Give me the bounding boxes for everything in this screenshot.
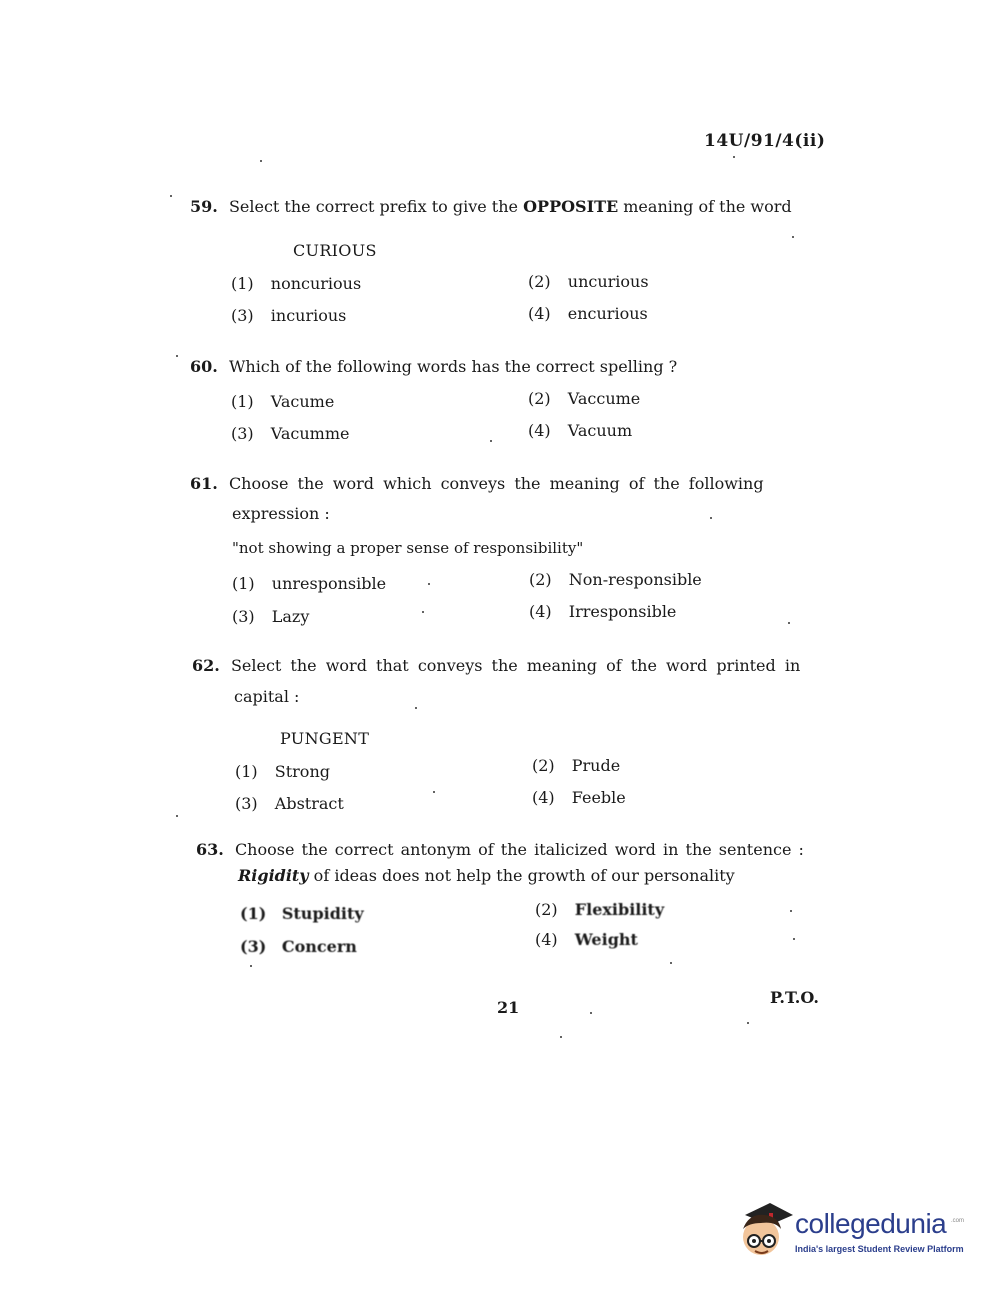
option-number: (3) [235, 794, 258, 813]
scan-speck [733, 156, 735, 158]
option [528, 421, 632, 440]
question-sentence [238, 866, 735, 885]
question-number: 59. [190, 197, 218, 216]
scan-speck [176, 815, 178, 817]
scan-speck [415, 707, 417, 709]
option-number: (1) [231, 392, 254, 411]
scan-speck [170, 195, 172, 197]
option-number: (3) [232, 607, 255, 626]
option-text: Vacume [270, 392, 335, 411]
scan-speck [747, 1022, 749, 1024]
italic-word: Rigidity [238, 866, 309, 885]
option [528, 272, 649, 291]
logo-tagline: India's largest Student Review Platform [795, 1244, 964, 1254]
logo-wordmark: collegedunia [795, 1208, 947, 1239]
question-number: 61. [190, 474, 218, 493]
question-text: Select the word that conveys the meaning of the word printed in [230, 656, 801, 675]
option [231, 392, 334, 411]
option-text: unresponsible [271, 574, 387, 593]
option-number: (2) [528, 272, 551, 291]
option [535, 930, 638, 949]
scan-speck [433, 791, 435, 793]
option-text: Lazy [271, 607, 310, 626]
option-text: Abstract [274, 794, 344, 813]
option [528, 304, 648, 323]
scan-speck [670, 962, 672, 964]
question-number: 62. [192, 656, 220, 675]
question-text: Which of the following words has the correct spelling ? [228, 357, 678, 376]
option-text: Non-responsible [568, 570, 702, 589]
option-text: uncurious [567, 272, 649, 291]
scan-speck [428, 583, 430, 585]
option-number: (2) [529, 570, 552, 589]
question-62 [192, 656, 800, 675]
option [532, 788, 626, 807]
scan-speck [788, 622, 790, 624]
option-text: incurious [270, 306, 347, 325]
question-number: 60. [190, 357, 218, 376]
option-number: (4) [529, 602, 552, 621]
option [231, 424, 349, 443]
option-number: (1) [231, 274, 254, 293]
option-number: (4) [532, 788, 555, 807]
option [529, 570, 702, 589]
option [231, 274, 361, 293]
option-number: (4) [528, 421, 551, 440]
option-number: (4) [535, 930, 558, 949]
option-number: (3) [231, 424, 254, 443]
question-number: 63. [196, 840, 224, 859]
option-number: (3) [240, 937, 267, 956]
option-text: encurious [567, 304, 648, 323]
question-word: PUNGENT [280, 729, 370, 748]
option [532, 756, 620, 775]
scan-speck [792, 236, 794, 238]
question-text-line2: capital : [234, 687, 300, 706]
option-text: noncurious [270, 274, 362, 293]
option-text: Vaccume [567, 389, 641, 408]
question-emphasis: OPPOSITE [523, 197, 619, 216]
option-number: (4) [528, 304, 551, 323]
option [240, 904, 364, 923]
question-59 [190, 197, 792, 216]
collegedunia-mascot-logo [735, 1195, 795, 1265]
option [240, 937, 357, 956]
logo-suffix: .com [951, 1218, 965, 1224]
option [529, 602, 676, 621]
question-text: Choose the correct antonym of the italicized word in the sentence : [234, 840, 804, 859]
question-61 [190, 474, 764, 493]
option-text: Weight [574, 930, 638, 949]
option-text: Feeble [571, 788, 626, 807]
scan-speck [710, 517, 712, 519]
scan-speck [790, 910, 792, 912]
option-number: (3) [231, 306, 254, 325]
option-text: Flexibility [574, 900, 665, 919]
option-number: (1) [240, 904, 267, 923]
question-60 [190, 357, 677, 376]
option [232, 574, 386, 593]
question-text-line2: expression : [232, 504, 330, 523]
option [535, 900, 664, 919]
question-text: Choose the word which conveys the meaning of the following [228, 474, 764, 493]
scan-speck [260, 160, 262, 162]
paper-code: 14U/91/4(ii) [704, 131, 826, 151]
scan-speck [793, 938, 795, 940]
option-text: Irresponsible [568, 602, 677, 621]
question-63 [196, 840, 804, 859]
option-number: (1) [235, 762, 258, 781]
page-number: 21 [497, 998, 520, 1017]
option [235, 762, 330, 781]
scan-speck [560, 1036, 562, 1038]
option-text: Stupidity [281, 904, 364, 923]
scan-speck [250, 965, 252, 967]
option-text: Prude [571, 756, 621, 775]
question-quote: "not showing a proper sense of responsibility" [232, 539, 584, 557]
option-number: (2) [535, 900, 558, 919]
question-word: CURIOUS [293, 241, 377, 260]
sentence-rest: of ideas does not help the growth of our personality [308, 866, 735, 885]
option-number: (2) [528, 389, 551, 408]
question-text: Select the correct prefix to give the [228, 197, 524, 216]
question-text-end: meaning of the word [618, 197, 792, 216]
option-text: Strong [274, 762, 330, 781]
scan-speck [176, 355, 178, 357]
option-number: (1) [232, 574, 255, 593]
option-text: Vacuum [567, 421, 633, 440]
option [232, 607, 309, 626]
scan-speck [422, 611, 424, 613]
scan-speck [590, 1012, 592, 1014]
pto-label: P.T.O. [770, 988, 819, 1007]
option [235, 794, 344, 813]
option [231, 306, 346, 325]
option-text: Vacumme [270, 424, 350, 443]
scan-speck [490, 440, 492, 442]
option-text: Concern [281, 937, 357, 956]
option-number: (2) [532, 756, 555, 775]
option [528, 389, 640, 408]
